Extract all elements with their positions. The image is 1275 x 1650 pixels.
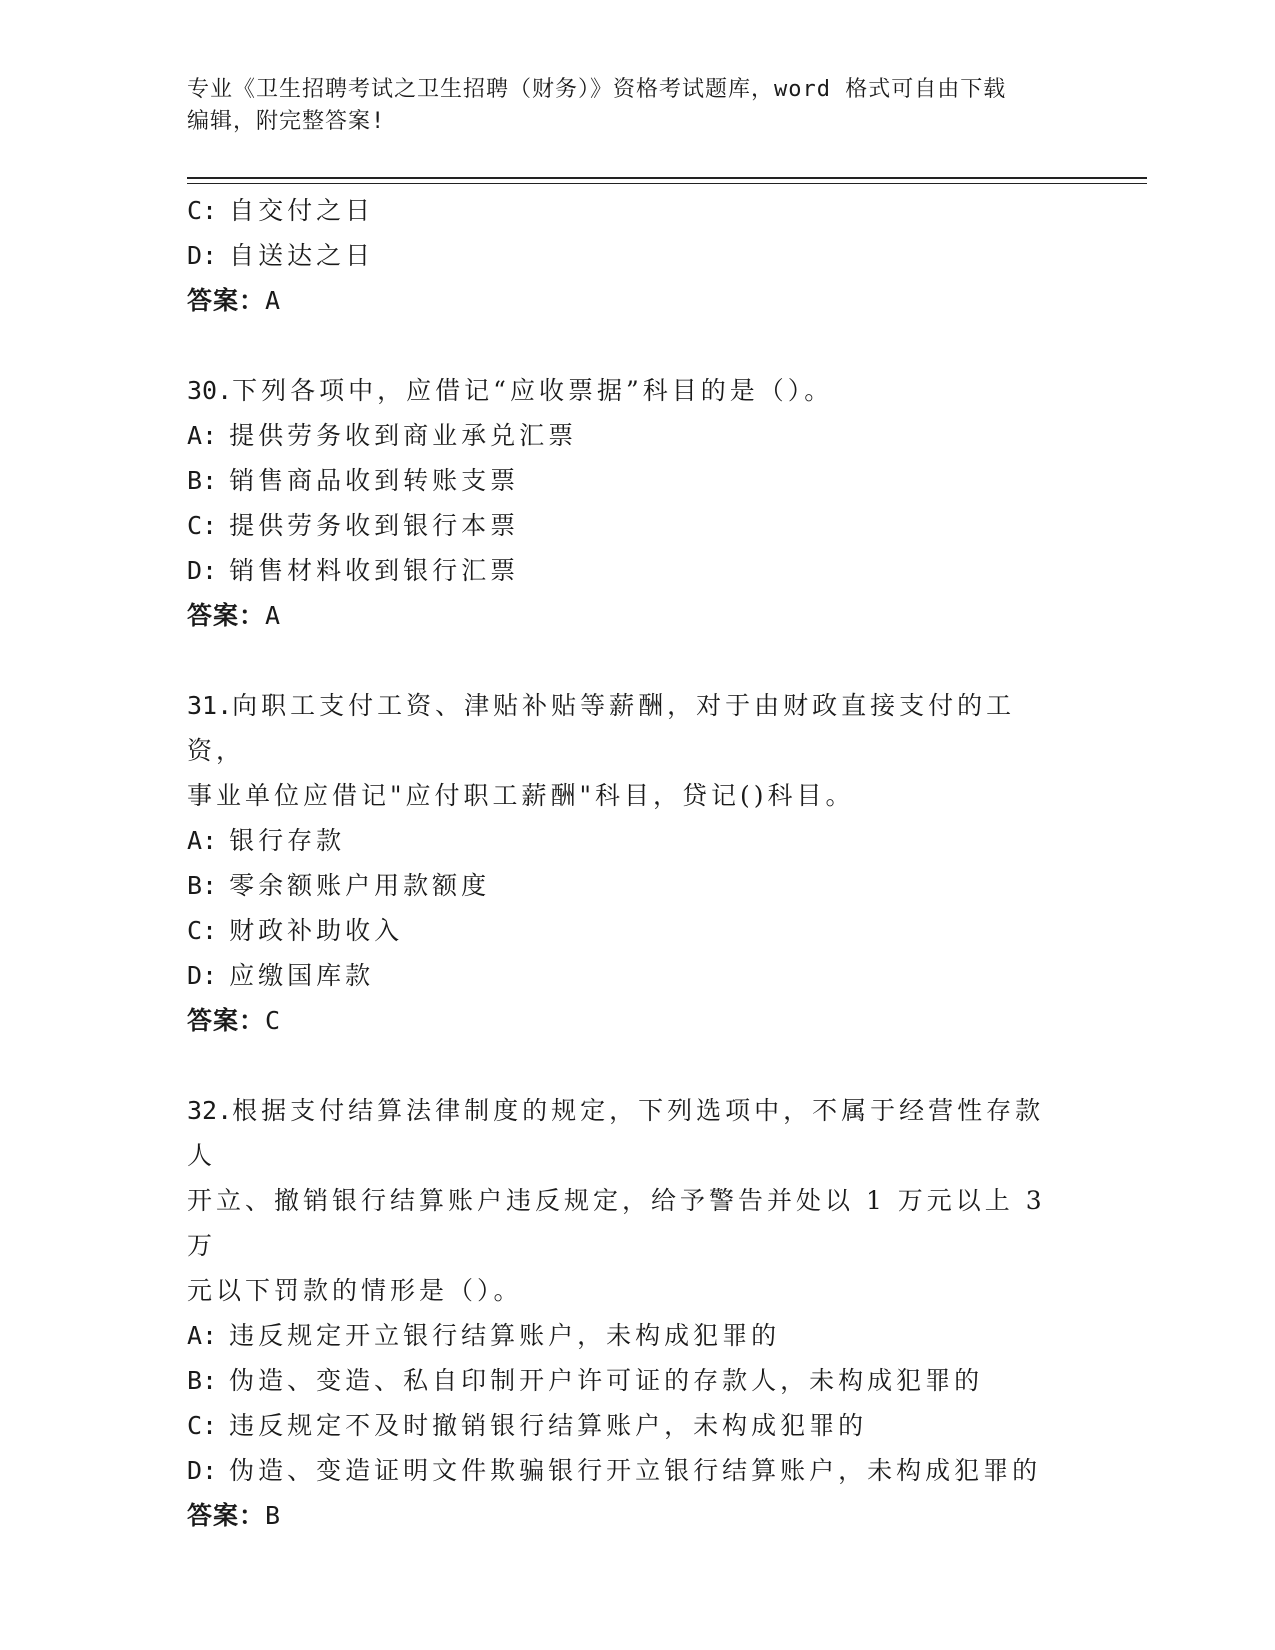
question-list <box>187 188 1147 1538</box>
header-line-1: 专业《卫生招聘考试之卫生招聘（财务）》资格考试题库，word 格式可自由下载 <box>187 77 1007 102</box>
page-header <box>187 74 1067 138</box>
header-divider-thick <box>187 177 1147 179</box>
question-stem-cont: 元以下罚款的情形是（）。 <box>187 1276 523 1305</box>
option-d: D: 销售材料收到银行汇票 <box>187 556 520 585</box>
header-divider-thin <box>187 183 1147 184</box>
option-a: A: 提供劳务收到商业承兑汇票 <box>187 421 578 450</box>
question-stem-cont: 开立、撤销银行结算账户违反规定，给予警告并处以 1 万元以上 3 万 <box>187 1186 1046 1260</box>
option-c: C: 财政补助收入 <box>187 916 404 945</box>
question-stem: 30.下列各项中，应借记“应收票据”科目的是（）。 <box>187 376 834 405</box>
question-stem: 32.根据支付结算法律制度的规定，下列选项中，不属于经营性存款人 <box>187 1096 1045 1170</box>
option-a: A: 银行存款 <box>187 826 346 855</box>
question-stem: 31.向职工支付工资、津贴补贴等薪酬，对于由财政直接支付的工资， <box>187 691 1016 765</box>
option-b: B: 零余额账户用款额度 <box>187 871 491 900</box>
question-30 <box>187 368 1147 638</box>
option-c: C: 违反规定不及时撤销银行结算账户，未构成犯罪的 <box>187 1411 868 1440</box>
answer-line: 答案：B <box>187 1501 282 1530</box>
option-b: B: 销售商品收到转账支票 <box>187 466 520 495</box>
answer-line: 答案：A <box>187 286 282 315</box>
option-d: D: 应缴国库款 <box>187 961 375 990</box>
option-a: A: 违反规定开立银行结算账户，未构成犯罪的 <box>187 1321 781 1350</box>
header-line-2: 编辑，附完整答案! <box>187 109 386 134</box>
prev-question-block <box>187 188 1147 323</box>
option-c: C: 提供劳务收到银行本票 <box>187 511 520 540</box>
option-c: C: 自交付之日 <box>187 196 375 225</box>
option-d: D: 伪造、变造证明文件欺骗银行开立银行结算账户，未构成犯罪的 <box>187 1456 1042 1485</box>
question-stem-cont: 事业单位应借记"应付职工薪酬"科目，贷记()科目。 <box>187 781 855 810</box>
question-32 <box>187 1088 1147 1538</box>
answer-line: 答案：C <box>187 1006 282 1035</box>
question-31 <box>187 683 1147 1043</box>
answer-line: 答案：A <box>187 601 282 630</box>
option-d: D: 自送达之日 <box>187 241 375 270</box>
option-b: B: 伪造、变造、私自印制开户许可证的存款人，未构成犯罪的 <box>187 1366 984 1395</box>
